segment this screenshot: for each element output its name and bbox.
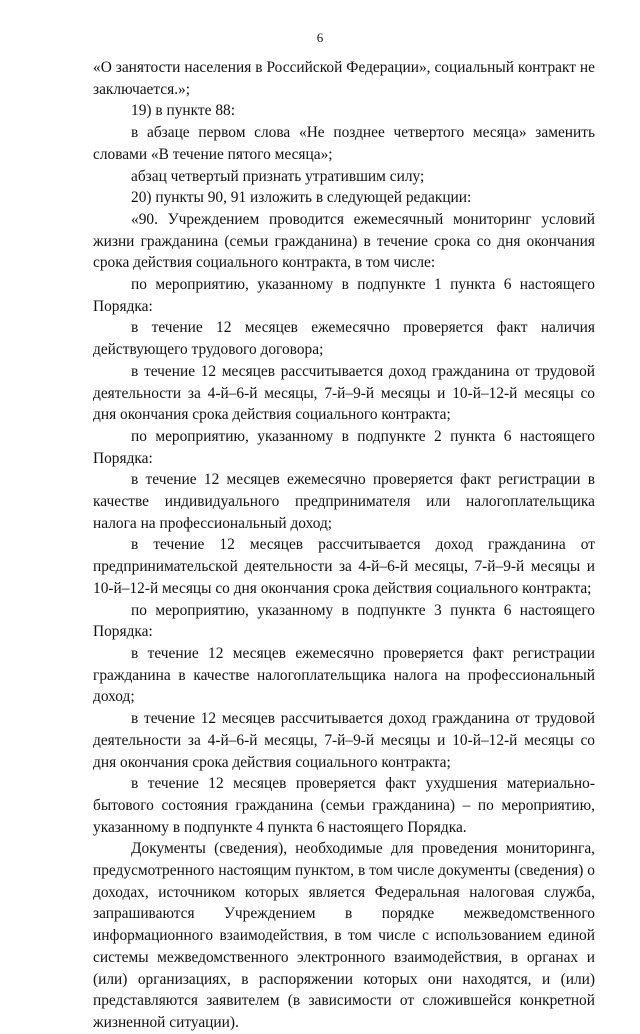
page-number: 6: [316, 30, 324, 45]
paragraph: 19) в пункте 88:: [131, 102, 235, 120]
paragraph: по мероприятию, указанному в подпункте 2 пункта 6 настоящего Порядка:: [93, 427, 595, 467]
paragraph: в течение 12 месяцев рассчитывается доход гражданина от трудовой деятельности за 4-й–6-й месяцы, 7-й–9-й месяцы и 10-й–12-й месяцы со дня окончания срока действия социального контракта;: [93, 710, 595, 771]
paragraph: 20) пункты 90, 91 изложить в следующей редакции:: [131, 189, 472, 207]
paragraph: абзац четвертый признать утратившим силу;: [131, 167, 425, 185]
paragraph: по мероприятию, указанному в подпункте 3 пункта 6 настоящего Порядка:: [93, 601, 595, 641]
paragraph: в течение 12 месяцев ежемесячно проверяется факт регистрации гражданина в качестве налогоплательщика налога на профессиональный доход;: [93, 644, 595, 706]
paragraph: в течение 12 месяцев ежемесячно проверяется факт регистрации в качестве индивидуального предпринимателя или налогоплательщика налога на профессиональный доход;: [93, 471, 595, 532]
paragraph: в течение 12 месяцев ежемесячно проверяется факт наличия действующего трудового договора;: [93, 319, 595, 359]
paragraph: «О занятости населения в Российской Федерации», социальный контракт не заключается.»;: [93, 59, 595, 98]
paragraph: в течение 12 месяцев проверяется факт ухудшения материально-бытового состояния гражданина (семьи гражданина) – по мероприятию, указанному в подпункте 4 пункта 6 настоящего Порядка.: [93, 775, 595, 836]
document-body: [93, 57, 595, 1034]
paragraph: «90. Учреждением проводится ежемесячный мониторинг условий жизни гражданина (семьи гражданина) в течение срока со дня окончания срока действия социального контракта, в том числе:: [93, 210, 595, 272]
paragraph: Документы (сведения), необходимые для проведения мониторинга, предусмотренного настоящим пунктом, в том числе документы (сведения) о доходах, источником которых является Федеральная налоговая служба, запрашиваются Учреждением в порядке межведомственного информационного взаимодействия, в том числе с использованием единой системы межведомственного электронного взаимодействия, в органах и (или) организациях, в распоряжении которых они находятся, и (или) представляются заявителем (в зависимости от сложившейся конкретной жизненной ситуации).: [93, 840, 595, 1031]
paragraph: в течение 12 месяцев рассчитывается доход гражданина от предпринимательской деятельности за 4-й–6-й месяцы, 7-й–9-й месяцы и 10-й–12-й месяцы со дня окончания срока действия социального контракта;: [93, 536, 595, 597]
paragraph: по мероприятию, указанному в подпункте 1 пункта 6 настоящего Порядка:: [93, 276, 595, 315]
paragraph: в течение 12 месяцев рассчитывается доход гражданина от трудовой деятельности за 4-й–6-й месяцы, 7-й–9-й месяцы и 10-й–12-й месяцы со дня окончания срока действия социального контракта;: [93, 362, 595, 424]
paragraph: в абзаце первом слова «Не позднее четвертого месяца» заменить словами «В течение пятого месяца»;: [93, 124, 595, 163]
